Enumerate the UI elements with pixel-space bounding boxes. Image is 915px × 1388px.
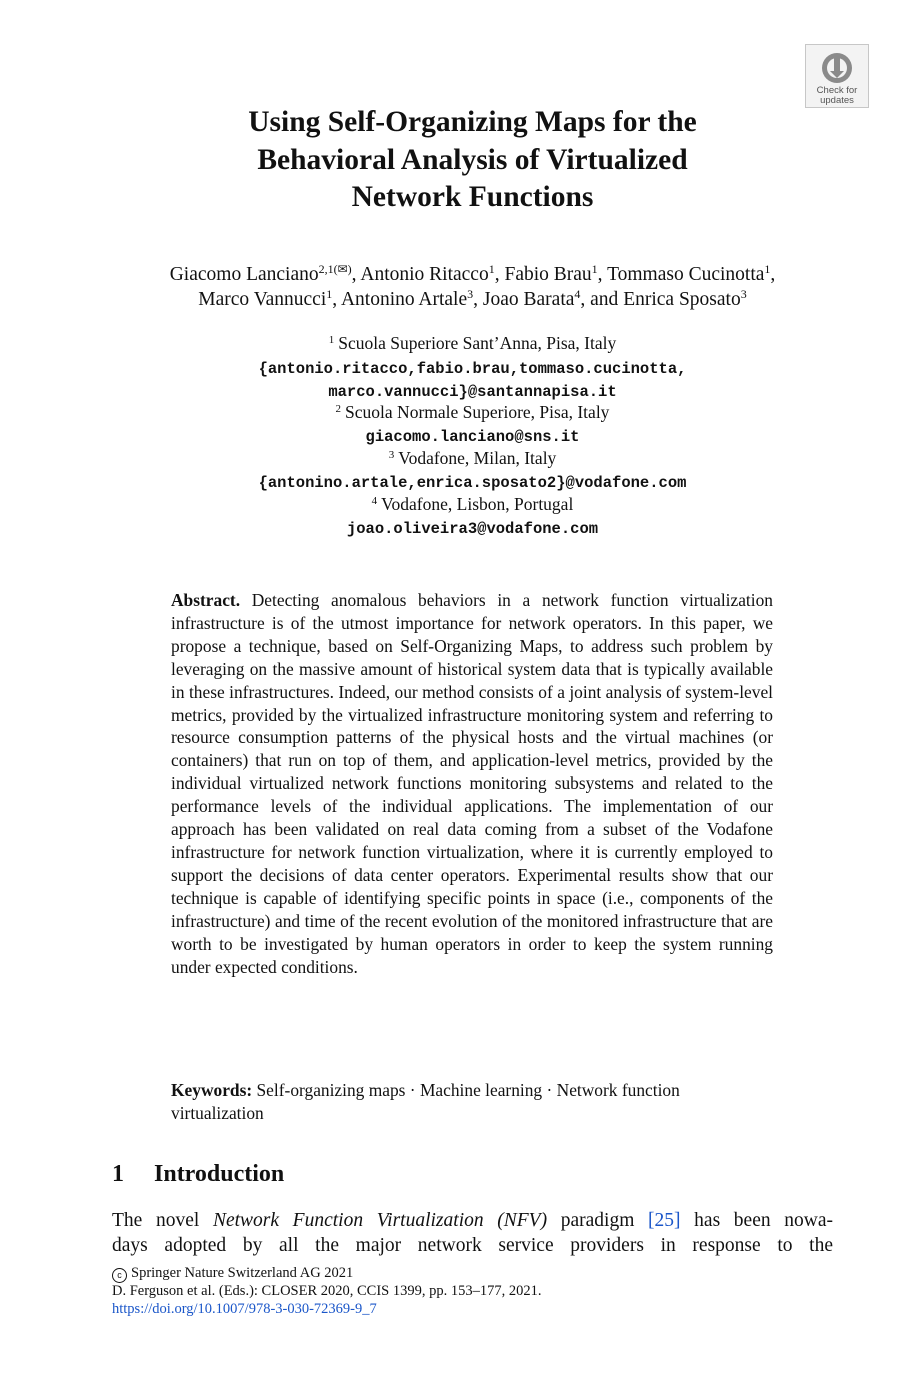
affiliation-3-email[interactable]: {antonino.artale,enrica.sposato2}@vodafone.com <box>258 474 687 492</box>
author-affil: 3 <box>467 287 474 301</box>
keyword-separator: · <box>409 1080 416 1100</box>
citation-line: D. Ferguson et al. (Eds.): CLOSER 2020, CCIS 1399, pp. 153–177, 2021. <box>112 1283 542 1299</box>
author-name: Marco Vannucci <box>198 289 327 310</box>
keyword-item: Network function virtualization <box>171 1080 680 1123</box>
affiliation-number: 3 <box>388 449 395 461</box>
affiliation-number: 2 <box>335 403 342 415</box>
author-name: Antonio Ritacco <box>360 264 489 285</box>
author-name: Joao Barata <box>482 289 575 310</box>
author-line-2: Marco Vannucci$^1$, Antonino Artale$^3$, Joao Barata$^4$, and Enrica Sposato$^3$ <box>198 287 747 310</box>
author-affil: 1 <box>326 287 333 301</box>
abstract <box>171 589 773 978</box>
affiliation-1 <box>120 333 825 354</box>
affiliation-4-email[interactable]: joao.oliveira3@vodafone.com <box>346 520 599 538</box>
author-line-1: Giacomo Lanciano$^{2,1(✉)}$, Antonio Ritacco$^1$, Fabio Brau$^1$, Tommaso Cucinotta$^1$, <box>169 262 776 285</box>
authors-and: and <box>590 289 619 310</box>
section-number: 1 <box>112 1161 124 1187</box>
affiliation-name: Scuola Superiore Sant’Anna, Pisa, Italy <box>338 333 617 353</box>
badge-label <box>806 86 868 106</box>
affiliation-3 <box>120 448 825 469</box>
intro-text: paradigm <box>547 1210 649 1231</box>
affiliation-number: 4 <box>371 495 378 507</box>
keywords <box>171 1079 773 1125</box>
citation-link[interactable]: [25] <box>648 1210 681 1231</box>
author-affil: 4 <box>574 287 581 301</box>
copyright-text: Springer Nature Switzerland AG 2021 <box>131 1265 354 1281</box>
intro-term: Network Function Virtualization (NFV) <box>212 1210 548 1231</box>
author-name: Antonino Artale <box>340 289 468 310</box>
abstract-label: Abstract. <box>171 590 241 610</box>
keyword-item: Self-organizing maps <box>256 1080 406 1100</box>
keywords-label: Keywords: <box>171 1080 253 1100</box>
affiliation-number: 1 <box>328 334 335 346</box>
author-list <box>60 262 885 312</box>
badge-line2: updates <box>820 95 854 106</box>
author-affil: 1 <box>764 262 771 276</box>
affiliation-name: Scuola Normale Superiore, Pisa, Italy <box>345 402 610 422</box>
author-name: Fabio Brau <box>504 264 592 285</box>
page-footer <box>112 1265 852 1319</box>
intro-paragraph <box>112 1208 833 1258</box>
keyword-separator: · <box>546 1080 553 1100</box>
title-line-2: Behavioral Analysis of Virtualized <box>257 143 688 176</box>
title-line-3: Network Functions <box>351 181 594 213</box>
author-affil: 1 <box>591 262 598 276</box>
author-name: Tommaso Cucinotta <box>607 264 765 285</box>
intro-text: has been nowa- <box>680 1210 833 1231</box>
badge-line1: Check for <box>816 85 858 96</box>
paper-title <box>80 104 865 217</box>
title-line-1: Using Self-Organizing Maps for the <box>248 106 697 138</box>
author-name: Enrica Sposato <box>623 289 741 310</box>
affiliation-name: Vodafone, Milan, Italy <box>398 448 557 468</box>
affiliation-name: Vodafone, Lisbon, Portugal <box>381 494 574 514</box>
copyright-icon: c <box>112 1268 127 1283</box>
section-heading <box>112 1159 812 1189</box>
affiliation-4 <box>120 494 825 515</box>
intro-line-1 <box>112 1208 833 1233</box>
author-affil: 3 <box>740 287 747 301</box>
doi-link[interactable]: https://doi.org/10.1007/978-3-030-72369-9_7 <box>112 1300 377 1317</box>
affiliation-1-email-line-1[interactable]: {antonio.ritacco,fabio.brau,tommaso.cucinotta, <box>258 360 687 378</box>
affiliation-1-email-line-2[interactable]: marco.vannucci}@santannapisa.it <box>328 383 617 401</box>
abstract-text: Detecting anomalous behaviors in a network function virtualization infrastructure is of the utmost importance for network operators. In this paper, we propose a technique, based on Self-Organizing Maps, to address such problem by leveraging on the massive amount of historical system data that is typically available in these infrastructures. Indeed, our method consists of a joint analysis of system-level metrics, provided by the virtualized infrastructure monitoring system and referring to resource consumption patterns of the physical hosts and the virtual machines (or containers) that run on top of them, and application-level metrics, provided by the individual virtualized network functions monitoring subsystems and related to the performance levels of the individual applications. The implementation of our approach has been validated on real data coming from a subset of the Vodafone infrastructure for network function virtualization, where it is currently employed to support the decisions of data center operators. Experimental results show that our technique is capable of identifying specific points in space (i.e., components of the infrastructure) and time of the recent evolution of the monitored infrastructure that are worth to be investigated by human operators in order to keep the system running under expected conditions. <box>171 590 773 977</box>
affiliation-2 <box>120 402 825 423</box>
author-affil: 2,1(✉) <box>318 262 352 276</box>
author-affil: 1 <box>488 262 495 276</box>
intro-text: The novel <box>112 1210 213 1231</box>
intro-line-2: days adopted by all the major network service providers in response to the <box>112 1235 833 1256</box>
copyright-line <box>112 1265 852 1283</box>
section-title: Introduction <box>154 1161 285 1187</box>
keyword-item: Machine learning <box>419 1080 543 1100</box>
check-for-updates-badge[interactable] <box>805 44 869 108</box>
check-updates-icon <box>820 51 854 85</box>
affiliation-2-email[interactable]: giacomo.lanciano@sns.it <box>365 428 580 446</box>
author-name[interactable]: Giacomo Lanciano <box>169 264 319 285</box>
